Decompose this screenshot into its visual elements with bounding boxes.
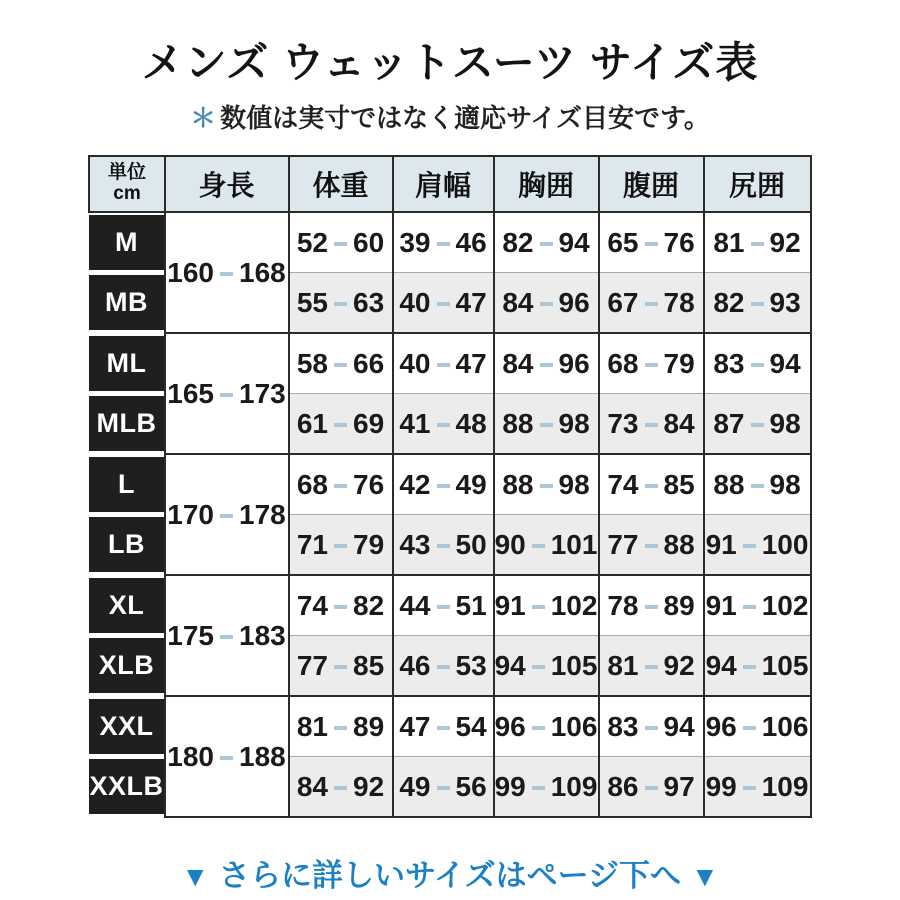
range-min: 86 — [607, 770, 639, 802]
measure-cell — [289, 757, 393, 818]
size-label: LB — [89, 517, 163, 572]
measure-cell — [599, 515, 704, 576]
range-min: 77 — [607, 528, 639, 560]
range-min: 170 — [167, 498, 214, 530]
note-text — [0, 98, 900, 135]
range-dash — [540, 242, 553, 246]
range-dash — [645, 423, 658, 427]
table-header-row — [89, 156, 810, 212]
range-min: 87 — [713, 407, 745, 439]
column-header-weight: 体重 — [289, 156, 393, 212]
range-dash — [751, 423, 764, 427]
range-max: 188 — [239, 740, 286, 772]
measure-cell — [704, 454, 811, 515]
range-min: 91 — [705, 528, 737, 560]
size-label-cell — [89, 575, 164, 636]
range-dash — [334, 242, 347, 246]
range-dash — [334, 726, 347, 730]
range-min: 43 — [399, 528, 431, 560]
unit-header-cell — [89, 156, 164, 212]
range-dash — [334, 423, 347, 427]
range-min: 82 — [502, 226, 534, 258]
range-max: 101 — [550, 528, 598, 560]
range-min: 91 — [494, 589, 526, 621]
range-min: 90 — [494, 528, 526, 560]
table-row — [89, 454, 810, 515]
measure-cell — [494, 696, 599, 757]
measure-cell — [393, 454, 494, 515]
note-body: 数値は実寸ではなく適応サイズ目安です。 — [220, 103, 710, 133]
range-max: 109 — [550, 770, 598, 802]
range-min: 91 — [705, 589, 737, 621]
size-label: XL — [89, 578, 163, 633]
range-min: 40 — [399, 347, 431, 379]
range-dash — [220, 514, 233, 518]
range-dash — [437, 605, 450, 609]
down-arrow-icon: ▼ — [181, 861, 210, 892]
range-min: 47 — [399, 710, 431, 742]
range-min: 84 — [296, 770, 328, 802]
range-dash — [743, 665, 756, 669]
range-max: 100 — [761, 528, 809, 560]
range-max: 109 — [761, 770, 809, 802]
table-row — [89, 575, 810, 636]
size-label: MB — [89, 275, 163, 330]
size-label: XLB — [89, 638, 163, 693]
range-dash — [532, 665, 545, 669]
range-dash — [437, 423, 450, 427]
range-max: 94 — [769, 347, 801, 379]
range-min: 88 — [502, 468, 534, 500]
measure-cell — [393, 515, 494, 576]
measure-cell — [704, 696, 811, 757]
range-min: 99 — [494, 770, 526, 802]
size-label: L — [89, 457, 163, 512]
range-dash — [743, 726, 756, 730]
range-max: 46 — [455, 226, 487, 258]
range-min: 41 — [399, 407, 431, 439]
range-max: 92 — [663, 649, 695, 681]
unit-label-line2: cm — [113, 183, 141, 204]
range-dash — [334, 484, 347, 488]
size-label-cell — [89, 454, 164, 515]
measure-cell — [494, 757, 599, 818]
size-label-cell — [89, 273, 164, 334]
height-cell — [165, 454, 289, 575]
range-dash — [437, 484, 450, 488]
measure-cell — [289, 394, 393, 455]
range-max: 105 — [550, 649, 598, 681]
range-min: 94 — [705, 649, 737, 681]
range-max: 105 — [761, 649, 809, 681]
measure-cell — [289, 636, 393, 697]
range-min: 94 — [494, 649, 526, 681]
range-dash — [437, 242, 450, 246]
range-dash — [334, 544, 347, 548]
range-max: 92 — [769, 226, 801, 258]
measure-cell — [494, 636, 599, 697]
range-max: 89 — [353, 710, 385, 742]
range-min: 81 — [296, 710, 328, 742]
range-min: 84 — [502, 347, 534, 379]
measure-cell — [599, 273, 704, 334]
range-min: 83 — [607, 710, 639, 742]
range-dash — [743, 786, 756, 790]
range-max: 93 — [769, 286, 801, 318]
range-max: 106 — [550, 710, 598, 742]
range-dash — [540, 484, 553, 488]
size-label-cell — [89, 636, 164, 697]
range-dash — [645, 302, 658, 306]
range-dash — [437, 302, 450, 306]
table-row — [89, 696, 810, 757]
range-min: 73 — [607, 407, 639, 439]
range-max: 183 — [239, 619, 286, 651]
range-dash — [743, 544, 756, 548]
measure-cell — [289, 515, 393, 576]
range-max: 53 — [455, 649, 487, 681]
size-table — [88, 155, 811, 818]
range-dash — [532, 786, 545, 790]
range-max: 102 — [761, 589, 809, 621]
measure-cell — [393, 394, 494, 455]
range-dash — [751, 484, 764, 488]
size-label: M — [89, 215, 163, 270]
range-max: 69 — [353, 407, 385, 439]
range-dash — [437, 786, 450, 790]
range-min: 160 — [167, 256, 214, 288]
range-dash — [645, 484, 658, 488]
measure-cell — [704, 515, 811, 576]
range-dash — [645, 726, 658, 730]
range-min: 44 — [399, 589, 431, 621]
column-header-chest: 胸囲 — [494, 156, 599, 212]
range-min: 83 — [713, 347, 745, 379]
range-max: 85 — [663, 468, 695, 500]
range-dash — [540, 302, 553, 306]
measure-cell — [599, 696, 704, 757]
column-header-hip: 尻囲 — [704, 156, 811, 212]
range-min: 67 — [607, 286, 639, 318]
column-header-height: 身長 — [165, 156, 289, 212]
measure-cell — [494, 212, 599, 273]
size-label: XXLB — [89, 759, 163, 814]
range-max: 79 — [353, 528, 385, 560]
measure-cell — [704, 212, 811, 273]
measure-cell — [599, 757, 704, 818]
measure-cell — [599, 454, 704, 515]
range-dash — [437, 726, 450, 730]
range-max: 173 — [239, 377, 286, 409]
range-max: 94 — [558, 226, 590, 258]
measure-cell — [393, 636, 494, 697]
range-dash — [532, 544, 545, 548]
size-label: MLB — [89, 396, 163, 451]
range-min: 49 — [399, 770, 431, 802]
unit-label-line1: 単位 — [107, 162, 146, 184]
range-max: 51 — [455, 589, 487, 621]
measure-cell — [599, 636, 704, 697]
size-label-cell — [89, 394, 164, 455]
range-min: 55 — [296, 286, 328, 318]
measure-cell — [393, 212, 494, 273]
measure-cell — [704, 333, 811, 394]
range-min: 74 — [607, 468, 639, 500]
range-min: 74 — [296, 589, 328, 621]
range-max: 92 — [353, 770, 385, 802]
height-cell — [165, 212, 289, 333]
range-max: 60 — [353, 226, 385, 258]
measure-cell — [704, 636, 811, 697]
range-max: 178 — [239, 498, 286, 530]
range-dash — [645, 363, 658, 367]
range-max: 98 — [558, 407, 590, 439]
range-dash — [334, 786, 347, 790]
range-max: 85 — [353, 649, 385, 681]
range-max: 168 — [239, 256, 286, 288]
measure-cell — [289, 273, 393, 334]
range-dash — [751, 363, 764, 367]
measure-cell — [289, 575, 393, 636]
measure-cell — [599, 575, 704, 636]
measure-cell — [494, 333, 599, 394]
size-label-cell — [89, 515, 164, 576]
range-max: 97 — [663, 770, 695, 802]
range-max: 88 — [663, 528, 695, 560]
column-header-waist: 腹囲 — [599, 156, 704, 212]
measure-cell — [289, 212, 393, 273]
page-title: メンズ ウェットスーツ サイズ表 — [141, 39, 759, 86]
range-max: 76 — [663, 226, 695, 258]
range-max: 98 — [769, 468, 801, 500]
measure-cell — [393, 273, 494, 334]
range-dash — [334, 363, 347, 367]
range-max: 63 — [353, 286, 385, 318]
range-min: 165 — [167, 377, 214, 409]
range-dash — [437, 544, 450, 548]
table-row — [89, 333, 810, 394]
size-label: ML — [89, 336, 163, 391]
table-row — [89, 212, 810, 273]
measure-cell — [393, 757, 494, 818]
measure-cell — [704, 394, 811, 455]
range-dash — [645, 665, 658, 669]
range-dash — [540, 423, 553, 427]
range-dash — [220, 635, 233, 639]
range-max: 47 — [455, 347, 487, 379]
range-max: 89 — [663, 589, 695, 621]
range-min: 81 — [713, 226, 745, 258]
range-max: 54 — [455, 710, 487, 742]
range-dash — [334, 605, 347, 609]
size-label: XXL — [89, 699, 163, 754]
measure-cell — [599, 333, 704, 394]
measure-cell — [704, 757, 811, 818]
range-dash — [645, 605, 658, 609]
range-dash — [334, 665, 347, 669]
range-min: 82 — [713, 286, 745, 318]
measure-cell — [289, 454, 393, 515]
range-min: 46 — [399, 649, 431, 681]
footer — [0, 850, 900, 900]
size-label-cell — [89, 696, 164, 757]
range-dash — [437, 363, 450, 367]
measure-cell — [289, 333, 393, 394]
measure-cell — [599, 212, 704, 273]
measure-cell — [494, 515, 599, 576]
range-max: 106 — [761, 710, 809, 742]
range-min: 180 — [167, 740, 214, 772]
range-max: 50 — [455, 528, 487, 560]
range-dash — [437, 665, 450, 669]
range-max: 56 — [455, 770, 487, 802]
range-dash — [220, 272, 233, 276]
range-min: 39 — [399, 226, 431, 258]
range-min: 58 — [296, 347, 328, 379]
range-min: 84 — [502, 286, 534, 318]
range-min: 65 — [607, 226, 639, 258]
measure-cell — [704, 575, 811, 636]
range-max: 66 — [353, 347, 385, 379]
range-dash — [751, 242, 764, 246]
range-max: 96 — [558, 286, 590, 318]
measure-cell — [599, 394, 704, 455]
size-label-cell — [89, 757, 164, 818]
measure-cell — [393, 333, 494, 394]
measure-cell — [494, 575, 599, 636]
range-min: 61 — [296, 407, 328, 439]
range-dash — [645, 242, 658, 246]
range-dash — [220, 756, 233, 760]
measure-cell — [704, 273, 811, 334]
size-label-cell — [89, 212, 164, 273]
range-dash — [532, 605, 545, 609]
range-max: 48 — [455, 407, 487, 439]
range-dash — [334, 302, 347, 306]
range-dash — [532, 726, 545, 730]
size-label-cell — [89, 333, 164, 394]
range-min: 71 — [296, 528, 328, 560]
asterisk-mark: ＊ — [190, 103, 217, 133]
range-max: 94 — [663, 710, 695, 742]
range-min: 42 — [399, 468, 431, 500]
range-min: 175 — [167, 619, 214, 651]
measure-cell — [494, 454, 599, 515]
range-max: 78 — [663, 286, 695, 318]
range-dash — [220, 393, 233, 397]
range-max: 47 — [455, 286, 487, 318]
range-min: 78 — [607, 589, 639, 621]
column-header-shoulder: 肩幅 — [393, 156, 494, 212]
range-min: 81 — [607, 649, 639, 681]
measure-cell — [289, 696, 393, 757]
range-max: 84 — [663, 407, 695, 439]
range-dash — [743, 605, 756, 609]
range-dash — [645, 786, 658, 790]
range-min: 68 — [296, 468, 328, 500]
range-min: 96 — [494, 710, 526, 742]
range-max: 76 — [353, 468, 385, 500]
range-max: 49 — [455, 468, 487, 500]
range-dash — [540, 363, 553, 367]
range-min: 52 — [296, 226, 328, 258]
measure-cell — [393, 696, 494, 757]
range-max: 98 — [558, 468, 590, 500]
range-max: 82 — [353, 589, 385, 621]
range-min: 96 — [705, 710, 737, 742]
measure-cell — [494, 273, 599, 334]
range-max: 98 — [769, 407, 801, 439]
range-min: 40 — [399, 286, 431, 318]
range-max: 79 — [663, 347, 695, 379]
more-sizes-label: さらに詳しいサイズはページ下へ — [219, 858, 681, 893]
measure-cell — [494, 394, 599, 455]
range-max: 102 — [550, 589, 598, 621]
more-sizes-link[interactable] — [161, 850, 738, 900]
height-cell — [165, 333, 289, 454]
range-min: 88 — [713, 468, 745, 500]
down-arrow-icon: ▼ — [690, 861, 719, 892]
measure-cell — [393, 575, 494, 636]
height-cell — [165, 575, 289, 696]
range-min: 77 — [296, 649, 328, 681]
range-min: 99 — [705, 770, 737, 802]
range-min: 68 — [607, 347, 639, 379]
range-max: 96 — [558, 347, 590, 379]
height-cell — [165, 696, 289, 817]
range-dash — [645, 544, 658, 548]
range-dash — [751, 302, 764, 306]
range-min: 88 — [502, 407, 534, 439]
